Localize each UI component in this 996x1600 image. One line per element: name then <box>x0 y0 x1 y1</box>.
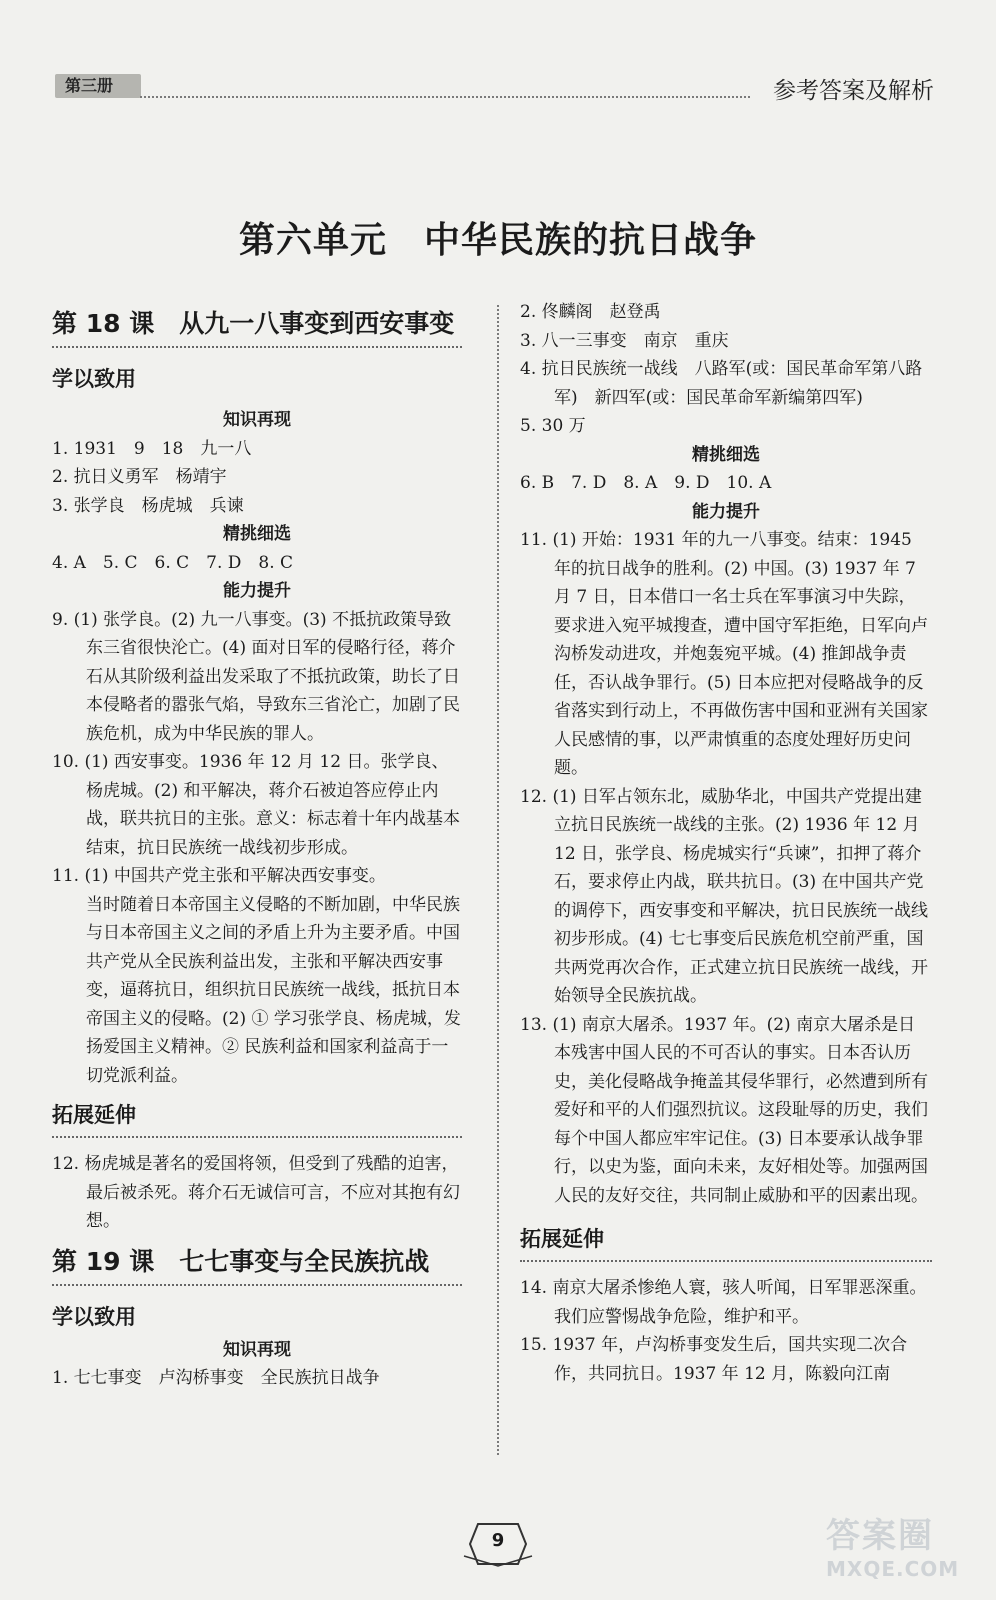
answer-paragraph: 15. 1937 年，卢沟桥事变发生后，国共实现二次合作，共同抗日。1937 年 12 月，陈毅向江南 <box>520 1335 908 1384</box>
answer-line: 2. 抗日义勇军 杨靖宇 <box>52 467 227 487</box>
answer-paragraph: 9. (1) 张学良。(2) 九一八事变。(3) 不抵抗政策导致东三省很快沦亡。(4) 面对日军的侵略行径，蒋介石从其阶级利益出发采取了不抵抗政策，助长了日本侵略者的嚣张气焰，导致东三省沦亡，加剧了民族危机，成为中华民族的罪人。 <box>52 609 460 744</box>
lesson-19-title: 第 19 课 七七事变与全民族抗战 <box>52 1244 462 1286</box>
answer-paragraph: 13. (1) 南京大屠杀。1937 年。(2) 南京大屠杀是日本残害中国人民的不可否认的事实。日本否认历史，美化侵略战争掩盖其侵华罪行，必然遭到所有爱好和平的人们强烈抗议。这段耻辱的历史，我们每个中国人都应牢牢记住。(3) 日本要承认战争罪行，以史为鉴，面向未来，友好相处等。加强两国人民的友好交往，共同制止威胁和平的因素出现。 <box>520 1014 928 1206</box>
subsection-ability: 能力提升 <box>692 501 760 522</box>
answer-line: 6. B 7. D 8. A 9. D 10. A <box>520 473 772 493</box>
section-apply: 学以致用 <box>52 367 136 391</box>
subsection-select: 精挑细选 <box>692 444 760 465</box>
answer-line: 5. 30 万 <box>520 416 586 436</box>
answer-line: 3. 张学良 杨虎城 兵谏 <box>52 495 244 516</box>
section-apply: 学以致用 <box>52 1304 136 1329</box>
page-number: 9 <box>491 1530 505 1551</box>
answer-line: 1. 七七事变 卢沟桥事变 全民族抗日战争 <box>52 1368 380 1388</box>
header-dotted-rule <box>140 96 750 98</box>
answer-line: 4. A 5. C 6. C 7. D 8. C <box>52 552 294 573</box>
answer-paragraph: 当时随着日本帝国主义侵略的不断加剧，中华民族与日本帝国主义之间的矛盾上升为主要矛盾。中国共产党从全民族利益出发，主张和平解决西安事变，逼蒋抗日，组织抗日民族统一战线，抵抗日本帝国主义的侵略。(2) ① 学习张学良、杨虎城，发扬爱国主义精神。② 民族利益和国家利益高于一切党派利益。 <box>86 894 461 1086</box>
watermark-logo <box>826 1508 976 1588</box>
subsection-ability: 能力提升 <box>223 581 291 601</box>
unit-title: 第六单元 中华民族的抗日战争 <box>238 220 757 261</box>
subsection-knowledge: 知识再现 <box>223 1339 291 1360</box>
subsection-select: 精挑细选 <box>223 524 291 544</box>
answer-line: 3. 八一三事变 南京 重庆 <box>520 330 729 351</box>
left-column <box>52 306 462 1393</box>
answer-paragraph: 14. 南京大屠杀惨绝人寰，骇人听闻，日军罪恶深重。我们应警惕战争危险，维护和平。 <box>520 1278 927 1327</box>
answer-paragraph: 11. (1) 开始：1931 年的九一八事变。结束：1945 年的抗日战争的胜利。(2) 中国。(3) 1937 年 7 月 7 日，日本借口一名士兵在军事演习中失踪，要求进入宛平城搜查，遭中国守军拒绝，日军向卢沟桥发动进攻，并炮轰宛平城。(4) 推卸战争责任，否认战争罪行。(5) 日本应把对侵略战争的反省落实到行动上，不再做伤害中国和亚洲有关国家人民感情的事，以严肃慎重的态度处理好历史问题。 <box>520 530 928 778</box>
section-extend: 拓展延伸 <box>52 1098 462 1138</box>
answer-paragraph: 12. (1) 日军占领东北，威胁华北，中国共产党提出建立抗日民族统一战线的主张。(2) 1936 年 12 月 12 日，张学良、杨虎城实行“兵谏”，扣押了蒋介石，要求停止内战，联共抗日。(3) 在中国共产党的调停下，西安事变和平解决，抗日民族统一战线初步形成。(4) 七七事变后民族危机空前严重，国共两党再次合作，正式建立抗日民族统一战线，开始领导全民族抗战。 <box>520 786 928 1006</box>
answer-paragraph: 11. (1) 中国共产党主张和平解决西安事变。 <box>52 866 386 886</box>
header-title: 参考答案及解析 <box>773 78 934 104</box>
answer-paragraph: 10. (1) 西安事变。1936 年 12 月 12 日。张学良、杨虎城。(2) 和平解决，蒋介石被迫答应停止内战，联共抗日的主张。意义：标志着十年内战基本结束，抗日民族统一战线初步形成。 <box>52 752 460 858</box>
answer-paragraph: 4. 抗日民族统一战线 八路军(或：国民革命军第八路军) 新四军(或：国民革命军新编第四军) <box>520 359 923 408</box>
watermark-text: 答案圈 <box>826 1516 934 1556</box>
answer-paragraph: 12. 杨虎城是著名的爱国将领，但受到了残酷的迫害，最后被杀死。蒋介石无诚信可言，不应对其抱有幻想。 <box>52 1154 460 1231</box>
answer-line: 1. 1931 9 18 九一八 <box>52 438 252 459</box>
lesson-18-title: 第 18 课 从九一八事变到西安事变 <box>52 306 462 348</box>
answer-line: 2. 佟麟阁 赵登禹 <box>520 302 661 322</box>
page-number-badge <box>458 1520 538 1568</box>
watermark-url: MXQE.COM <box>826 1557 960 1581</box>
right-column <box>520 298 932 1388</box>
book-volume-tag: 第三册 <box>55 74 141 98</box>
column-divider <box>497 305 499 1455</box>
section-extend: 拓展延伸 <box>520 1222 932 1262</box>
subsection-knowledge: 知识再现 <box>223 410 291 430</box>
